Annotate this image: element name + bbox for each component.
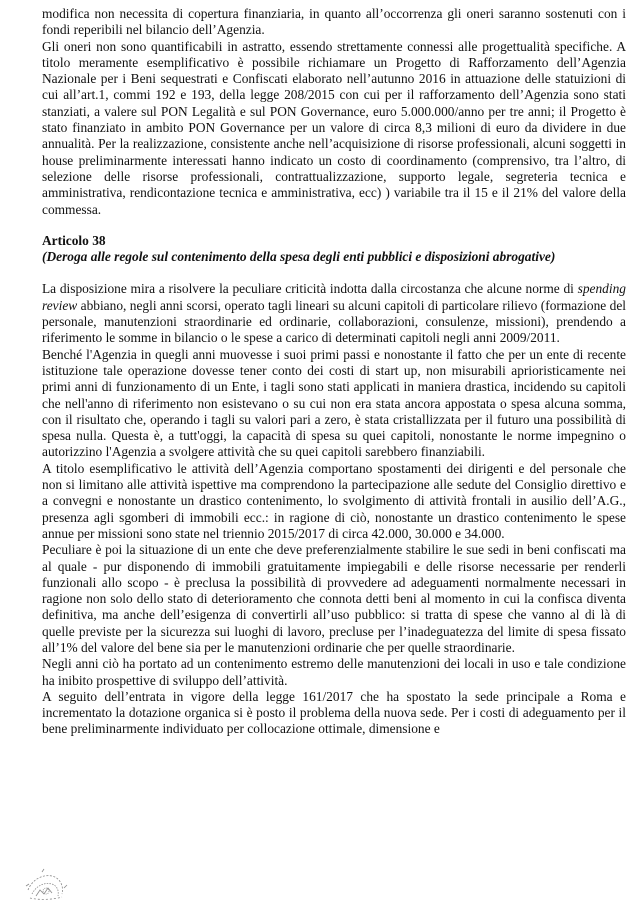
official-stamp-icon <box>22 860 70 902</box>
spending-text-post: abbiano, negli anni scorsi, operato tagli lineari su alcuni capitoli di particolare rilievo (formazione del personale, manutenzioni straordinarie ed ordinarie, collaborazioni, consulenze, missioni), prendendo a riferimento le somme in bilancio o le spese a carico di determinati capitoli negli anni 2009/2011. <box>42 297 626 346</box>
document-page <box>42 6 626 738</box>
paragraph-spending-review <box>42 281 626 346</box>
paragraph-start-up: Benché l'Agenzia in quegli anni muovesse i suoi primi passi e nonostante il fatto che per un ente di recente istituzione tale operazione dovesse tener conto dei costi di start up, non misurabili aprioristicamente nei primi anni di funzionamento di un Ente, i tagli sono stati applicati in maniera drastica, incidendo su capitoli che nell'anno di riferimento non esistevano o su cui non era stata ancora appostata o spesa alcuna somma, con il risultato che, operando i tagli su valori pari a zero, è stata cristallizzata per il futuro una possibilità di spesa nulla. Questa è, a tutt'oggi, la capacità di spesa su quei capitoli, nonostante le norme impegnino o autorizzino l'Agenzia a svolgere attività che su quei capitoli sarebbero finanziabili. <box>42 346 626 460</box>
paragraph-funding-note: modifica non necessita di copertura finanziaria, in quanto all’occorrenza gli oneri saranno sostenuti con i fondi reperibili nel bilancio dell’Agenzia. <box>42 6 626 38</box>
paragraph-maintenance: Negli anni ciò ha portato ad un contenimento estremo delle manutenzioni dei locali in uso e tale condizione ha inibito prospettive di sviluppo dell’attività. <box>42 656 626 688</box>
spending-review-term: spending review <box>42 281 626 313</box>
article-subtitle: (Deroga alle regole sul contenimento della spesa degli enti pubblici e disposizioni abrogative) <box>42 249 556 265</box>
paragraph-confiscated-assets: Peculiare è poi la situazione di un ente che deve preferenzialmente stabilire le sue sedi in beni confiscati ma al quale - pur disponendo di immobili gratuitamente impiegabili e delle risorse necessarie per renderli funzionali allo scopo - è preclusa la possibilità di provvedere ad adeguamenti normalmente necessari in ragione non solo dello stato di deterioramento che connota detti beni al momento in cui la confisca diventa definitiva, ma anche dell’esigenza di convertirli all’uso pubblico: si tratta di spese che vanno al di là di quelle previste per la sicurezza sui luoghi di lavoro, precluse per l’inadeguatezza del limite di spesa fissato all’1% del valore del bene sia per le manutenzioni ordinarie che per quelle straordinarie. <box>42 542 626 655</box>
paragraph-costs-example: Gli oneri non sono quantificabili in astratto, essendo strettamente connessi alle progettualità specifiche. A titolo meramente esemplificativo è possibile richiamare un Progetto di Rafforzamento dell’Agenzia Nazionale per i Beni sequestrati e Confiscati elaborato nell’autunno 2016 in attuazione delle statuizioni di cui all’art.1, commi 192 e 193, della legge 208/2015 con cui per il rafforzamento dell’Agenzia sono stati stanziati, a valere sul PON Legalità e sul PON Governance, euro 5.000.000/anno per tre anni; il Progetto è stato finanziato in ambito PON Governance per un valore di circa 8,3 milioni di euro da dividere in due annualità. Per la realizzazione, consistente anche nell’acquisizione di risorse professionali, alcuni soggetti in house preliminarmente interessati hanno indicato un costo di coordinamento (comprensivo, tra l’altro, di selezione delle risorse professionali, contrattualizzazione, supporto legale, segreteria tecnica e amministrativa, rendicontazione tecnica e amministrativa, ecc) ) variabile tra il 15 e il 21% del valore della commessa. <box>42 38 626 217</box>
article-title: Articolo 38 <box>42 232 106 248</box>
paragraph-new-seat: A seguito dell’entrata in vigore della legge 161/2017 che ha spostato la sede principale a Roma e incrementato la dotazione organica si è posto il problema della nuova sede. Per i costi di adeguamento per il bene preliminarmente individuato per collocazione ottimale, dimensione e <box>42 688 626 737</box>
paragraph-missions: A titolo esemplificativo le attività dell’Agenzia comportano spostamenti dei dirigenti e del personale che non si limitano alle attività ispettive ma comprendono la partecipazione alle sedute del Consiglio direttivo e a convegni e nonostante un drastico contenimento, lo svolgimento di attività frontali in ausilio dell’A.G., presenza agli sgomberi di immobili ecc.: in ragione di ciò, nonostante un drastico contenimento le spese annue per missioni sono state nel triennio 2015/2017 di circa 42.000, 30.000 e 34.000. <box>42 460 626 541</box>
spending-text-pre: La disposizione mira a risolvere la peculiare criticità indotta dalla circostanza che alcune norme di <box>42 281 578 297</box>
